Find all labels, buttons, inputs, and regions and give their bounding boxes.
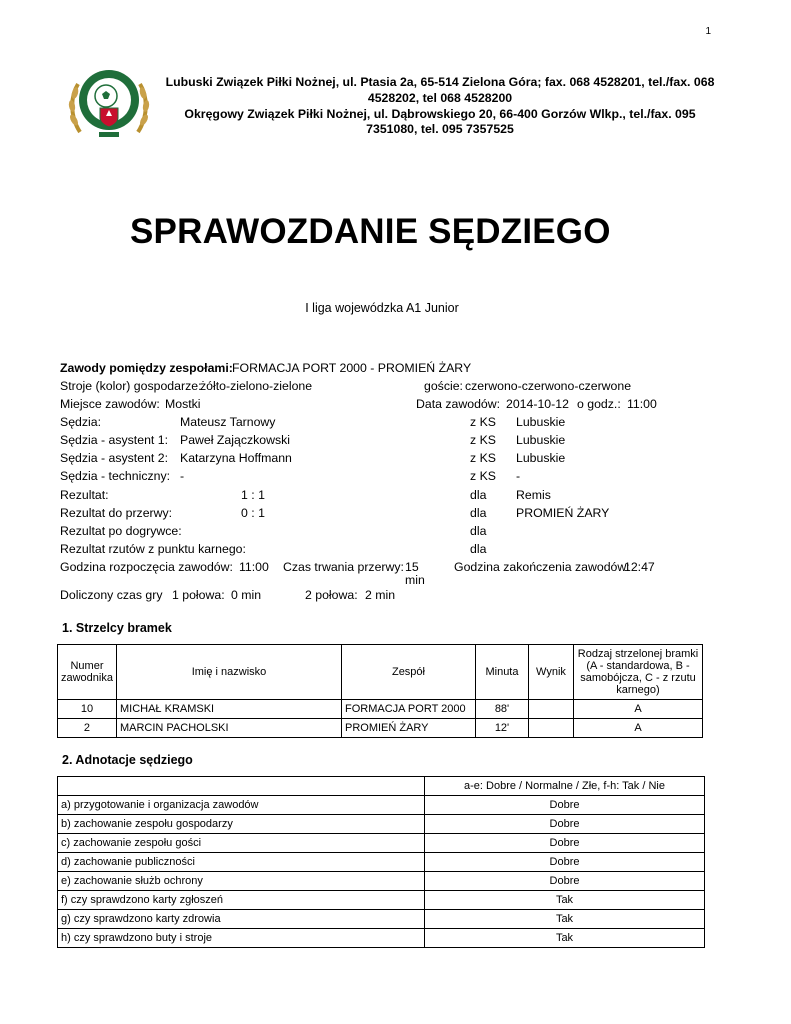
- half2-label: 2 połowa:: [305, 588, 358, 602]
- result-value: 1 : 1: [241, 488, 265, 502]
- scorers-header-row: [58, 645, 703, 700]
- added-time-label: Doliczony czas gry: [60, 588, 163, 602]
- scorer-team: PROMIEŃ ŻARY: [341, 719, 475, 738]
- tech-label: Sędzia - techniczny:: [60, 469, 171, 483]
- away-kit-label: goście:: [424, 379, 463, 393]
- header-addresses: [160, 75, 720, 138]
- asst1-value: Paweł Zajączkowski: [180, 433, 291, 447]
- notes-header-empty: [58, 777, 425, 796]
- time-label: o godz.:: [577, 397, 621, 411]
- scorers-section-title: 1. Strzelcy bramek: [62, 621, 172, 635]
- result-label: Rezultat:: [60, 488, 109, 502]
- end-value: 12:47: [624, 560, 655, 574]
- referee-ks: Lubuskie: [516, 415, 566, 429]
- tech-zks: z KS: [470, 469, 496, 483]
- note-value: Tak: [425, 910, 705, 929]
- note-label: b) zachowanie zespołu gospodarzy: [58, 815, 425, 834]
- date-value: 2014-10-12: [506, 397, 569, 411]
- scorer-score: [528, 719, 573, 738]
- note-value: Dobre: [425, 834, 705, 853]
- table-row: [58, 891, 705, 910]
- asst2-ks: Lubuskie: [516, 451, 566, 465]
- match-value: FORMACJA PORT 2000 - PROMIEŃ ŻARY: [232, 361, 472, 375]
- note-label: c) zachowanie zespołu gości: [58, 834, 425, 853]
- tech-ks: -: [516, 469, 521, 483]
- note-label: a) przygotowanie i organizacja zawodów: [58, 796, 425, 815]
- notes-legend: a-e: Dobre / Normalne / Złe, f-h: Tak / Nie: [425, 777, 705, 796]
- referee-value: Mateusz Tarnowy: [180, 415, 276, 429]
- notes-header-row: [58, 777, 705, 796]
- note-value: Dobre: [425, 815, 705, 834]
- break-label: Czas trwania przerwy:: [283, 560, 404, 574]
- scorer-name: MICHAŁ KRAMSKI: [116, 700, 341, 719]
- asst1-zks: z KS: [470, 433, 496, 447]
- pen-result-dla: dla: [470, 542, 487, 556]
- result-for: Remis: [516, 488, 551, 502]
- header-line-1: Lubuski Związek Piłki Nożnej, ul. Ptasia 2a, 65-514 Zielona Góra; fax. 068 4528201, tel./fax. 068 4528202, tel 068 4528200: [165, 75, 715, 105]
- scorer-minute: 88': [475, 700, 528, 719]
- note-label: g) czy sprawdzono karty zdrowia: [58, 910, 425, 929]
- asst2-label: Sędzia - asystent 2:: [60, 451, 168, 465]
- note-label: f) czy sprawdzono karty zgłoszeń: [58, 891, 425, 910]
- et-result-label: Rezultat po dogrywce:: [60, 524, 182, 538]
- referee-zks: z KS: [470, 415, 496, 429]
- scorers-col-number: Numer zawodnika: [58, 645, 117, 700]
- table-row: [58, 815, 705, 834]
- note-label: d) zachowanie publiczności: [58, 853, 425, 872]
- scorer-number: 2: [58, 719, 117, 738]
- tech-value: -: [180, 469, 185, 483]
- start-label: Godzina rozpoczęcia zawodów:: [60, 560, 233, 574]
- table-row: [58, 796, 705, 815]
- page-title: SPRAWOZDANIE SĘDZIEGO: [130, 212, 611, 251]
- half-result-value: 0 : 1: [241, 506, 265, 520]
- scorer-minute: 12': [475, 719, 528, 738]
- scorer-name: MARCIN PACHOLSKI: [116, 719, 341, 738]
- note-value: Dobre: [425, 853, 705, 872]
- page-number: 1: [705, 26, 711, 37]
- note-value: Dobre: [425, 796, 705, 815]
- scorer-team: FORMACJA PORT 2000: [341, 700, 475, 719]
- note-value: Tak: [425, 929, 705, 948]
- match-label: Zawody pomiędzy zespołami:: [60, 361, 233, 375]
- half1-label: 1 połowa:: [172, 588, 225, 602]
- note-label: h) czy sprawdzono buty i stroje: [58, 929, 425, 948]
- et-result-dla: dla: [470, 524, 487, 538]
- asst2-value: Katarzyna Hoffmann: [180, 451, 292, 465]
- scorers-col-score: Wynik: [528, 645, 573, 700]
- scorers-col-type: Rodzaj strzelonej bramki (A - standardowa, B - samobójcza, C - z rzutu karnego): [573, 645, 702, 700]
- table-row: [58, 853, 705, 872]
- break-unit: min: [405, 573, 425, 587]
- time-value: 11:00: [627, 397, 657, 411]
- half-result-for: PROMIEŃ ŻARY: [516, 506, 610, 520]
- half1-value: 0 min: [231, 588, 262, 602]
- start-value: 11:00: [239, 560, 269, 574]
- half-result-dla: dla: [470, 506, 487, 520]
- asst1-ks: Lubuskie: [516, 433, 566, 447]
- table-row: [58, 719, 703, 738]
- venue-label: Miejsce zawodów:: [60, 397, 160, 411]
- scorer-number: 10: [58, 700, 117, 719]
- table-row: [58, 872, 705, 891]
- scorer-goal-type: A: [573, 719, 702, 738]
- table-row: [58, 700, 703, 719]
- notes-section-title: 2. Adnotacje sędziego: [62, 753, 193, 767]
- asst1-label: Sędzia - asystent 1:: [60, 433, 168, 447]
- note-value: Dobre: [425, 872, 705, 891]
- note-label: e) zachowanie służb ochrony: [58, 872, 425, 891]
- scorers-table: [57, 644, 703, 738]
- header-line-2: Okręgowy Związek Piłki Nożnej, ul. Dąbrowskiego 20, 66-400 Gorzów Wlkp., tel./fax. 095 7351080, tel. 095 7357525: [184, 106, 696, 137]
- venue-value: Mostki: [165, 397, 201, 411]
- break-value: 15: [405, 560, 419, 574]
- table-row: [58, 929, 705, 948]
- lzpn-logo-icon: [66, 62, 152, 148]
- note-value: Tak: [425, 891, 705, 910]
- away-kit-value: czerwono-czerwono-czerwone: [465, 379, 632, 393]
- half-result-label: Rezultat do przerwy:: [60, 506, 173, 520]
- asst2-zks: z KS: [470, 451, 496, 465]
- table-row: [58, 834, 705, 853]
- scorers-col-name: Imię i nazwisko: [116, 645, 341, 700]
- home-kit-value: żółto-zielono-zielone: [200, 379, 313, 393]
- result-dla: dla: [470, 488, 487, 502]
- half2-value: 2 min: [365, 588, 396, 602]
- scorer-goal-type: A: [573, 700, 702, 719]
- date-label: Data zawodów:: [416, 397, 501, 411]
- referee-label: Sędzia:: [60, 415, 102, 429]
- scorers-col-minute: Minuta: [475, 645, 528, 700]
- league-name: I liga wojewódzka A1 Junior: [305, 301, 459, 315]
- scorers-col-team: Zespół: [341, 645, 475, 700]
- scorer-score: [528, 700, 573, 719]
- end-label: Godzina zakończenia zawodów:: [454, 560, 630, 574]
- notes-table: [57, 776, 705, 948]
- home-kit-label: Stroje (kolor) gospodarze:: [60, 379, 202, 393]
- table-row: [58, 910, 705, 929]
- pen-result-label: Rezultat rzutów z punktu karnego:: [60, 542, 246, 556]
